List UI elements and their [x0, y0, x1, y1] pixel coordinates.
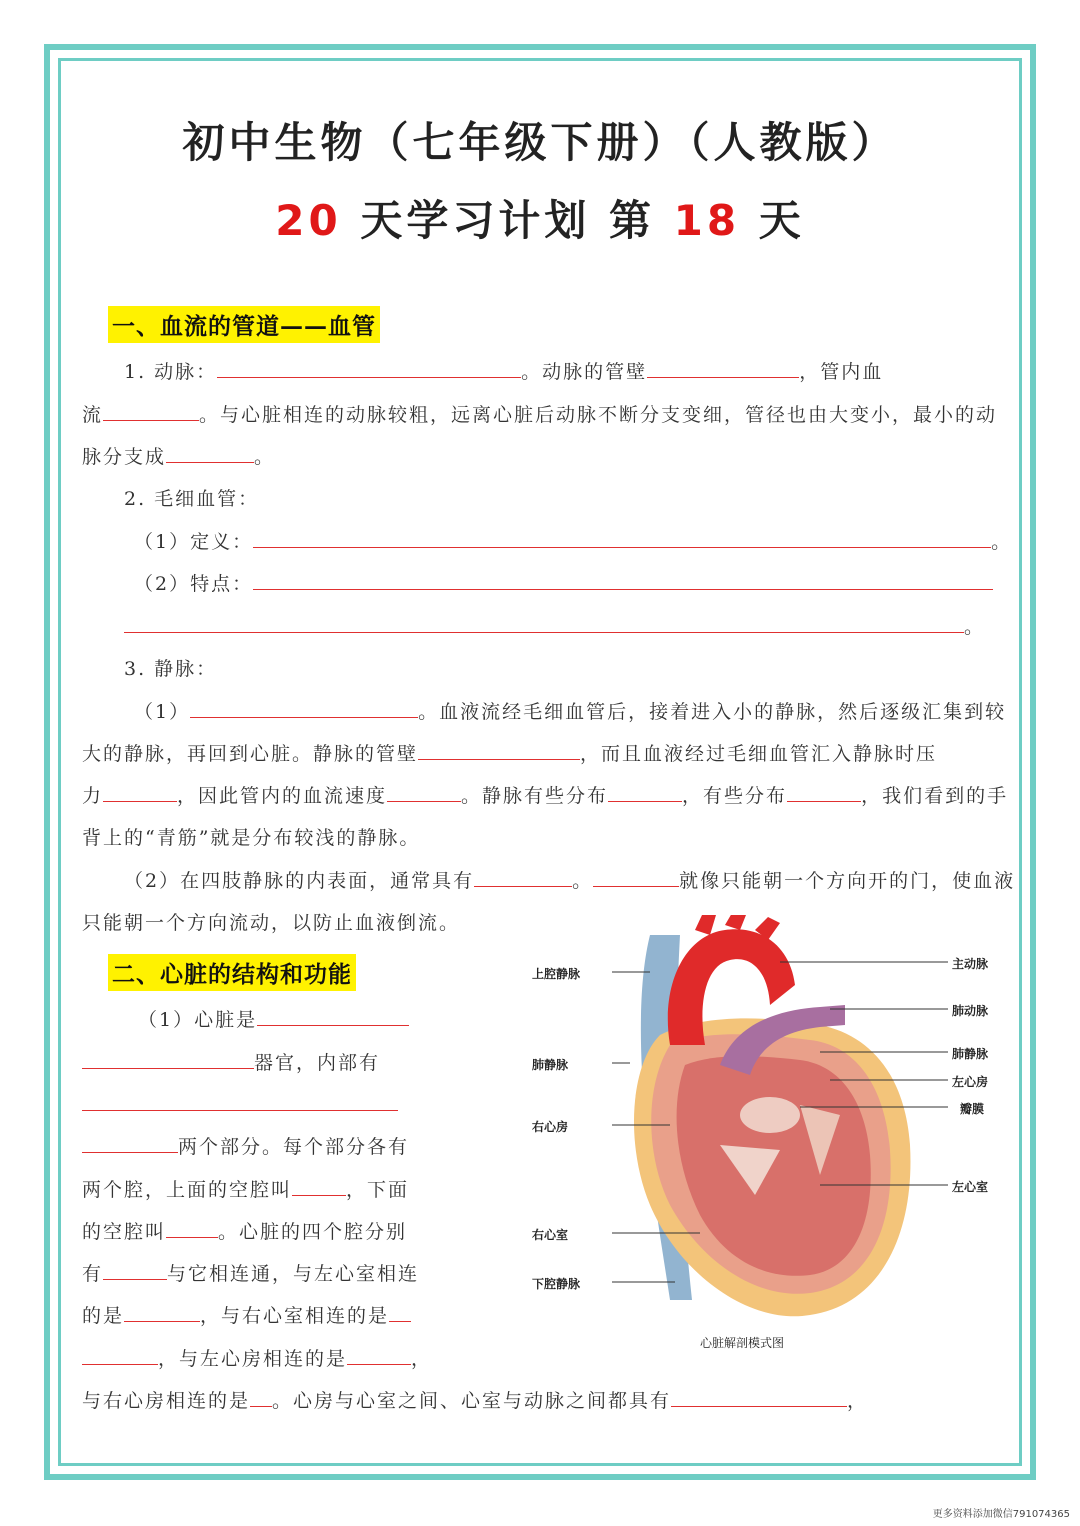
artery-line3	[82, 442, 275, 469]
text: ，下面	[346, 1179, 410, 1201]
label-aorta: 主动脉	[952, 957, 989, 971]
blank[interactable]	[82, 1134, 178, 1153]
blank[interactable]	[250, 1388, 272, 1407]
page-subtitle	[0, 188, 1080, 248]
blank[interactable]	[124, 1303, 200, 1322]
text: 大的静脉，再回到心脏。静脉的管壁	[82, 743, 419, 765]
label-right-ventricle: 右心室	[532, 1228, 569, 1242]
text: 。静脉有些分布	[461, 785, 609, 807]
blank[interactable]	[593, 868, 679, 887]
label-right-atrium: 右心房	[532, 1120, 569, 1134]
heart-line5	[82, 1175, 409, 1202]
heart-line4	[82, 1132, 409, 1159]
vein-line6: 只能朝一个方向流动，以防止血液倒流。	[82, 912, 461, 934]
label-superior-vena-cava: 上腔静脉	[532, 967, 581, 981]
section2-heading: 二、心脏的结构和功能	[108, 954, 356, 991]
heart-diagram	[520, 915, 1000, 1355]
text: 两个部分。每个部分各有	[178, 1136, 410, 1158]
heart-line8	[82, 1301, 411, 1328]
text: 有	[82, 1263, 104, 1285]
vein-label: 3. 静脉：	[124, 658, 218, 680]
text: ，而且血液经过毛细血管汇入静脉时压	[580, 743, 938, 765]
heart-line6	[82, 1217, 407, 1244]
figure-caption: 心脏解剖模式图	[700, 1336, 785, 1350]
text: 脉分支成	[82, 446, 167, 468]
blank[interactable]	[787, 783, 861, 802]
heart-line1	[138, 1005, 409, 1032]
text: 流	[82, 404, 104, 426]
text: 力	[82, 785, 104, 807]
capillary-feature	[134, 569, 993, 596]
text: 。	[964, 616, 986, 638]
text: ，	[411, 1348, 433, 1370]
blank[interactable]	[389, 1303, 411, 1322]
text: 。血液流经毛细血管后，接着进入小的静脉，然后逐级汇集到较	[418, 701, 1007, 723]
text: 。动脉的管壁	[521, 361, 648, 383]
heart-line10	[82, 1386, 868, 1413]
label-valve: 瓣膜	[960, 1102, 985, 1116]
blank[interactable]	[647, 359, 799, 378]
label-inferior-vena-cava: 下腔静脉	[532, 1277, 581, 1291]
text: 与右心房相连的是	[82, 1390, 251, 1412]
blank[interactable]	[253, 529, 991, 548]
label-left-ventricle: 左心室	[952, 1180, 989, 1194]
text: ，有些分布	[682, 785, 788, 807]
text: ，与左心房相连的是	[158, 1348, 348, 1370]
text: 。与心脏相连的动脉较粗，远离心脏后动脉不断分支变细，管径也由大变小，最小的动	[199, 404, 998, 426]
text: （1）心脏是	[138, 1009, 258, 1031]
blank[interactable]	[253, 571, 993, 590]
label-pulmonary-vein-left: 肺静脉	[532, 1058, 569, 1072]
vein-line2	[82, 739, 937, 766]
capillary-label: 2. 毛细血管：	[124, 488, 260, 510]
blank[interactable]	[217, 359, 521, 378]
vein-line1	[134, 697, 1006, 724]
blank[interactable]	[474, 868, 572, 887]
blank[interactable]	[82, 1346, 158, 1365]
artery-label: 1. 动脉：	[124, 361, 218, 383]
text: 就像只能朝一个方向开的门，使血液	[679, 870, 1016, 892]
text: （1）定义：	[134, 531, 254, 553]
text: （2）在四肢静脉的内表面，通常具有	[124, 870, 475, 892]
blank[interactable]	[387, 783, 461, 802]
heart-line2	[82, 1048, 380, 1075]
artery-line1	[124, 357, 883, 384]
blank[interactable]	[418, 741, 580, 760]
blank[interactable]	[292, 1177, 346, 1196]
blank[interactable]	[608, 783, 682, 802]
text: 。	[572, 870, 594, 892]
section1-heading: 一、血流的管道——血管	[108, 306, 380, 343]
label-pulmonary-vein-right: 肺静脉	[952, 1047, 989, 1061]
blank[interactable]	[166, 444, 254, 463]
capillary-feature-line2	[124, 612, 985, 639]
text: 。	[991, 531, 1013, 553]
blank[interactable]	[190, 699, 418, 718]
day-number: 18	[673, 196, 741, 245]
page-title: 初中生物（七年级下册）（人教版）	[182, 118, 898, 167]
vein-line5	[124, 866, 1015, 893]
blank[interactable]	[671, 1388, 847, 1407]
blank[interactable]	[103, 1261, 167, 1280]
label-left-atrium: 左心房	[952, 1075, 989, 1089]
subtitle-end: 天	[740, 196, 805, 245]
text: 器官，内部有	[254, 1052, 381, 1074]
text: ，与右心室相连的是	[200, 1305, 390, 1327]
footer-note: 更多资料添加微信791074365	[932, 1509, 1070, 1520]
blank[interactable]	[166, 1219, 218, 1238]
artery-line2	[82, 400, 997, 427]
vein-line4: 背上的“青筋”就是分布较浅的静脉。	[82, 827, 421, 849]
text: ，我们看到的手	[861, 785, 1009, 807]
label-pulmonary-artery: 肺动脉	[952, 1004, 989, 1018]
blank[interactable]	[82, 1050, 254, 1069]
text: ，	[847, 1390, 869, 1412]
text: 。	[254, 446, 276, 468]
vein-line3	[82, 781, 1008, 808]
blank[interactable]	[82, 1110, 398, 1111]
text: 。心脏的四个腔分别	[218, 1221, 408, 1243]
heart-line9	[82, 1344, 432, 1371]
subtitle-mid: 天学习计划 第	[341, 196, 674, 245]
text: （2）特点：	[134, 573, 254, 595]
text: ，因此管内的血流速度	[177, 785, 388, 807]
text: 与它相连通，与左心室相连	[167, 1263, 420, 1285]
day-total: 20	[275, 196, 342, 245]
text: 两个腔，上面的空腔叫	[82, 1179, 293, 1201]
text: 。心房与心室之间、心室与动脉之间都具有	[272, 1390, 672, 1412]
text: （1）	[134, 701, 191, 723]
capillary-definition	[134, 527, 1012, 554]
blank[interactable]	[103, 402, 199, 421]
blank[interactable]	[257, 1007, 409, 1026]
text: ，管内血	[799, 361, 884, 383]
blank[interactable]	[103, 783, 177, 802]
blank[interactable]	[124, 614, 964, 633]
heart-illustration	[520, 915, 1000, 1355]
text: 的是	[82, 1305, 125, 1327]
blank[interactable]	[347, 1346, 411, 1365]
heart-line7	[82, 1259, 419, 1286]
text: 的空腔叫	[82, 1221, 167, 1243]
